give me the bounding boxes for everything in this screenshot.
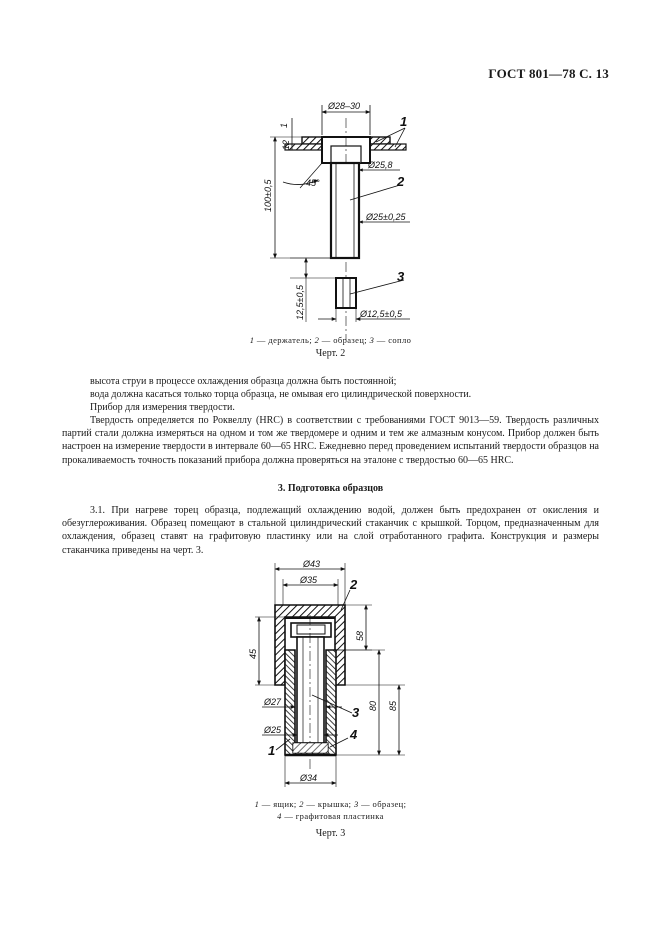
fig2-dim-d25: Ø25±0,25	[366, 212, 406, 222]
figure-3-legend-line-1	[0, 798, 661, 810]
fig2-dim-h1: 1	[279, 122, 289, 128]
fig3-legend-text-2: — крышка;	[303, 799, 354, 809]
figure-3-drawing	[0, 555, 661, 800]
fig2-dim-d12-5: Ø12,5±0,5	[360, 309, 402, 319]
fig2-dim-angle: 45°	[306, 178, 320, 188]
fig3-legend-num-2: 2	[299, 799, 304, 809]
figure-3	[0, 555, 661, 800]
fig2-legend-text-3: — сопло	[374, 335, 412, 345]
fig3-callout-3: 3	[352, 705, 360, 720]
figure-2-legend	[0, 334, 661, 346]
fig3-dim-h80: 80	[368, 700, 378, 711]
fig3-dim-h45: 45	[248, 648, 258, 659]
fig2-dim-h12-5: 12,5±0,5	[295, 285, 305, 320]
figure-2	[0, 0, 661, 340]
fig2-dim-d25-8: Ø25,8	[368, 160, 393, 170]
fig3-dim-d27: Ø27	[264, 697, 282, 707]
paragraph-3: Прибор для измерения твердости.	[90, 402, 235, 413]
fig3-dim-d35: Ø35	[300, 575, 318, 585]
fig3-callout-1: 1	[268, 743, 276, 758]
fig2-dim-h12: 12	[281, 139, 291, 150]
figure-2-caption: Черт. 2	[315, 348, 346, 359]
paragraph-2: вода должна касаться только торца образца, не омывая его цилиндрической поверхности.	[90, 389, 472, 400]
fig3-legend-text-4: — графитовая пластинка	[281, 811, 384, 821]
section-title: 3. Подготовка образцов	[277, 483, 384, 494]
fig2-dim-h100: 100±0,5	[263, 179, 273, 212]
fig3-legend-num-3: 3	[353, 799, 359, 809]
fig3-callout-2: 2	[350, 577, 358, 592]
fig3-legend-text-1: — ящик;	[259, 799, 300, 809]
fig2-callout-3: 3	[397, 269, 405, 284]
paragraph-1: высота струи в процессе охлаждения образца должна быть постоянной;	[90, 376, 397, 387]
fig2-legend-num-1: 1	[249, 335, 255, 345]
fig3-dim-d34: Ø34	[300, 773, 318, 783]
fig3-legend-text-3: — образец;	[358, 799, 407, 809]
figure-2-drawing	[0, 0, 661, 340]
fig2-legend-text-1: — держатель;	[254, 335, 315, 345]
fig2-callout-2: 2	[397, 174, 405, 189]
fig3-dim-h58: 58	[355, 630, 365, 641]
figure-3-caption: Черт. 3	[315, 828, 346, 839]
paragraph-4: Твердость определяется по Роквеллу (HRC) в соответствии с требованиями ГОСТ 9013—59. Твердость различных партий стали должна измеряться на одном и том же твердомере и одним и тем же алмазным конусом. Прибор должен быть настроен на измерение твердости в интервале 60—65 HRC. Ежедневно перед проведением испытаний твердости образцов на прокаливаемость точность показаний прибора должна проверяться на эталоне с твердостью 60—65 HRC.	[62, 415, 599, 466]
figure-3-legend-line-2	[0, 810, 661, 822]
fig2-legend-num-3: 3	[369, 335, 375, 345]
fig3-legend-num-1: 1	[254, 799, 260, 809]
fig3-legend-num-4: 4	[277, 811, 282, 821]
fig3-dim-d43: Ø43	[303, 559, 321, 569]
page-header: ГОСТ 801—78 С. 13	[488, 66, 609, 81]
fig2-dim-top-dia: Ø28–30	[328, 101, 361, 111]
fig3-dim-h85: 85	[388, 700, 398, 711]
fig2-legend-num-2: 2	[314, 335, 320, 345]
fig3-dim-d25: Ø25	[264, 725, 282, 735]
fig3-callout-4: 4	[350, 727, 358, 742]
fig2-callout-1: 1	[400, 114, 408, 129]
fig2-legend-text-2: — образец;	[319, 335, 370, 345]
paragraph-5: 3.1. При нагреве торец образца, подлежащий охлаждению водой, должен быть предохранен от окисления и обезуглероживания. Образец помещают в стальной цилиндрический стаканчик с крышкой. Торцом, предназначенным для охлаждения, образец ставят на графитовую пластинку или на слой отработанного графита. Конструкция и размеры стаканчика приведены на черт. 3.	[62, 505, 599, 556]
